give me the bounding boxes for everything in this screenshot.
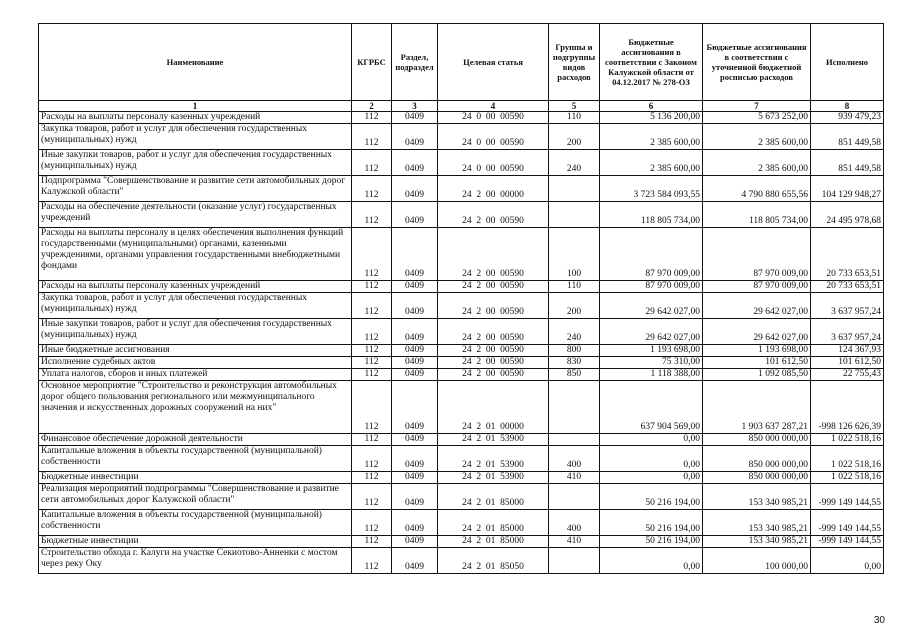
row-alloc-law: 87 970 009,00: [600, 228, 703, 281]
row-group: 100: [549, 228, 600, 281]
row-section: 0409: [392, 228, 438, 281]
row-section: 0409: [392, 472, 438, 484]
row-target: 24 2 01 85000: [438, 536, 549, 548]
row-alloc-law: 0,00: [600, 472, 703, 484]
row-executed: -999 149 144,55: [811, 484, 884, 510]
budget-table: [38, 23, 884, 574]
row-alloc-refined: 87 970 009,00: [703, 228, 811, 281]
row-alloc-law: 50 216 194,00: [600, 510, 703, 536]
row-alloc-law: 118 805 734,00: [600, 202, 703, 228]
header-kgrbs: КГРБС: [352, 24, 392, 101]
row-kgrbs: 112: [352, 472, 392, 484]
row-section: 0409: [392, 150, 438, 176]
row-target: 24 2 01 00000: [438, 381, 549, 434]
row-target: 24 0 00 00590: [438, 124, 549, 150]
row-executed: -999 149 144,55: [811, 536, 884, 548]
row-kgrbs: 112: [352, 536, 392, 548]
row-group: [549, 176, 600, 202]
row-alloc-law: 2 385 600,00: [600, 150, 703, 176]
row-executed: 3 637 957,24: [811, 293, 884, 319]
row-target: 24 2 00 00590: [438, 357, 549, 369]
row-name: Расходы на выплаты персоналу в целях обеспечения выполнения функций государственными (муниципальными) органами, казенными учреждениями, органами управления государственными внебюджетными фондами: [39, 228, 352, 281]
row-section: 0409: [392, 202, 438, 228]
row-executed: 104 129 948,27: [811, 176, 884, 202]
row-group: 800: [549, 345, 600, 357]
row-executed: 0,00: [811, 548, 884, 574]
row-kgrbs: 112: [352, 293, 392, 319]
row-group: 850: [549, 369, 600, 381]
row-group: 410: [549, 536, 600, 548]
table-row: [39, 510, 884, 536]
row-alloc-law: 1 118 388,00: [600, 369, 703, 381]
row-section: 0409: [392, 319, 438, 345]
row-section: 0409: [392, 112, 438, 124]
table-row: [39, 381, 884, 434]
row-section: 0409: [392, 124, 438, 150]
row-executed: 20 733 653,51: [811, 228, 884, 281]
page-number: 30: [873, 615, 885, 626]
table-row: [39, 548, 884, 574]
row-group: 830: [549, 357, 600, 369]
row-name: Иные закупки товаров, работ и услуг для обеспечения государственных (муниципальных) нужд: [39, 150, 352, 176]
row-alloc-refined: 850 000 000,00: [703, 434, 811, 446]
row-alloc-law: 29 642 027,00: [600, 319, 703, 345]
row-group: 240: [549, 319, 600, 345]
row-alloc-law: 0,00: [600, 446, 703, 472]
row-alloc-law: 50 216 194,00: [600, 536, 703, 548]
row-target: 24 2 00 00590: [438, 345, 549, 357]
row-section: 0409: [392, 281, 438, 293]
row-kgrbs: 112: [352, 357, 392, 369]
row-alloc-refined: 101 612,50: [703, 357, 811, 369]
row-executed: 3 637 957,24: [811, 319, 884, 345]
column-number: 2: [352, 101, 392, 112]
row-group: 200: [549, 124, 600, 150]
row-name: Исполнение судебных актов: [39, 357, 352, 369]
row-executed: 939 479,23: [811, 112, 884, 124]
row-kgrbs: 112: [352, 548, 392, 574]
row-group: [549, 548, 600, 574]
row-alloc-refined: 5 673 252,00: [703, 112, 811, 124]
row-name: Расходы на выплаты персоналу казенных учреждений: [39, 281, 352, 293]
row-group: [549, 202, 600, 228]
row-kgrbs: 112: [352, 510, 392, 536]
table-row: [39, 369, 884, 381]
row-kgrbs: 112: [352, 124, 392, 150]
row-executed: 101 612,50: [811, 357, 884, 369]
row-kgrbs: 112: [352, 345, 392, 357]
row-name: Строительство обхода г. Калуги на участке Секиотово-Анненки с мостом через реку Оку: [39, 548, 352, 574]
row-alloc-law: 0,00: [600, 434, 703, 446]
table-row: [39, 319, 884, 345]
row-target: 24 2 00 00590: [438, 281, 549, 293]
row-alloc-refined: 118 805 734,00: [703, 202, 811, 228]
row-executed: 124 367,93: [811, 345, 884, 357]
row-alloc-law: 5 136 200,00: [600, 112, 703, 124]
row-section: 0409: [392, 510, 438, 536]
row-group: 200: [549, 293, 600, 319]
row-section: 0409: [392, 381, 438, 434]
row-section: 0409: [392, 345, 438, 357]
row-kgrbs: 112: [352, 281, 392, 293]
column-number: 5: [549, 101, 600, 112]
row-section: 0409: [392, 369, 438, 381]
table-header-row: [39, 24, 884, 101]
row-kgrbs: 112: [352, 150, 392, 176]
row-group: [549, 484, 600, 510]
row-alloc-refined: 850 000 000,00: [703, 472, 811, 484]
row-name: Иные бюджетные ассигнования: [39, 345, 352, 357]
row-section: 0409: [392, 357, 438, 369]
table-row: [39, 345, 884, 357]
row-name: Реализация мероприятий подпрограммы "Совершенствование и развитие сети автомобильных дорог Калужской области": [39, 484, 352, 510]
row-alloc-law: 3 723 584 093,55: [600, 176, 703, 202]
table-row: [39, 202, 884, 228]
column-number-row: [39, 101, 884, 112]
row-group: 110: [549, 112, 600, 124]
row-executed: 24 495 978,68: [811, 202, 884, 228]
row-name: Расходы на обеспечение деятельности (оказание услуг) государственных учреждений: [39, 202, 352, 228]
table-row: [39, 228, 884, 281]
row-alloc-refined: 1 903 637 287,21: [703, 381, 811, 434]
row-group: 410: [549, 472, 600, 484]
row-section: 0409: [392, 536, 438, 548]
row-alloc-refined: 1 193 698,00: [703, 345, 811, 357]
row-kgrbs: 112: [352, 369, 392, 381]
row-target: 24 2 01 53900: [438, 472, 549, 484]
row-name: Бюджетные инвестиции: [39, 536, 352, 548]
header-target: Целевая статья: [438, 24, 549, 101]
row-section: 0409: [392, 176, 438, 202]
row-section: 0409: [392, 293, 438, 319]
row-alloc-refined: 29 642 027,00: [703, 293, 811, 319]
row-alloc-refined: 100 000,00: [703, 548, 811, 574]
row-executed: 1 022 518,16: [811, 446, 884, 472]
column-number: 6: [600, 101, 703, 112]
row-name: Финансовое обеспечение дорожной деятельности: [39, 434, 352, 446]
row-name: Капитальные вложения в объекты государственной (муниципальной) собственности: [39, 446, 352, 472]
row-executed: 22 755,43: [811, 369, 884, 381]
column-number: 4: [438, 101, 549, 112]
row-alloc-refined: 87 970 009,00: [703, 281, 811, 293]
row-section: 0409: [392, 434, 438, 446]
row-name: Расходы на выплаты персоналу казенных учреждений: [39, 112, 352, 124]
row-section: 0409: [392, 548, 438, 574]
column-number: 8: [811, 101, 884, 112]
table-row: [39, 124, 884, 150]
row-alloc-refined: 4 790 880 655,56: [703, 176, 811, 202]
row-alloc-law: 0,00: [600, 548, 703, 574]
row-kgrbs: 112: [352, 112, 392, 124]
row-kgrbs: 112: [352, 319, 392, 345]
row-name: Бюджетные инвестиции: [39, 472, 352, 484]
row-executed: 1 022 518,16: [811, 434, 884, 446]
row-name: Уплата налогов, сборов и иных платежей: [39, 369, 352, 381]
header-groups: Группы и подгруппы видов расходов: [549, 24, 600, 101]
column-number: 3: [392, 101, 438, 112]
row-kgrbs: 112: [352, 228, 392, 281]
table-row: [39, 357, 884, 369]
header-alloc-refined: Бюджетные ассигнования в соответствии с уточненной бюджетной росписью расходов: [703, 24, 811, 101]
row-group: 400: [549, 510, 600, 536]
row-target: 24 0 00 00590: [438, 112, 549, 124]
row-group: 110: [549, 281, 600, 293]
row-executed: 20 733 653,51: [811, 281, 884, 293]
row-alloc-refined: 153 340 985,21: [703, 510, 811, 536]
header-alloc-law: Бюджетные ассигнования в соответствии с Законом Калужской области от 04.12.2017 № 278-ОЗ: [600, 24, 703, 101]
row-section: 0409: [392, 484, 438, 510]
header-name: Наименование: [39, 24, 352, 101]
row-group: 240: [549, 150, 600, 176]
table-row: [39, 536, 884, 548]
row-kgrbs: 112: [352, 434, 392, 446]
row-alloc-law: 1 193 698,00: [600, 345, 703, 357]
row-target: 24 2 01 85000: [438, 510, 549, 536]
table-row: [39, 281, 884, 293]
table-row: [39, 434, 884, 446]
row-alloc-refined: 1 092 085,50: [703, 369, 811, 381]
table-body: [39, 112, 884, 574]
column-number: 7: [703, 101, 811, 112]
row-alloc-refined: 153 340 985,21: [703, 536, 811, 548]
row-executed: -999 149 144,55: [811, 510, 884, 536]
row-group: [549, 381, 600, 434]
row-executed: 851 449,58: [811, 124, 884, 150]
row-name: Подпрограмма "Совершенствование и развитие сети автомобильных дорог Калужской области": [39, 176, 352, 202]
table-row: [39, 293, 884, 319]
column-number: 1: [39, 101, 352, 112]
row-group: 400: [549, 446, 600, 472]
row-alloc-refined: 850 000 000,00: [703, 446, 811, 472]
row-alloc-law: 2 385 600,00: [600, 124, 703, 150]
row-target: 24 2 00 00590: [438, 369, 549, 381]
row-alloc-law: 75 310,00: [600, 357, 703, 369]
row-section: 0409: [392, 446, 438, 472]
row-kgrbs: 112: [352, 446, 392, 472]
row-target: 24 2 01 85000: [438, 484, 549, 510]
row-name: Закупка товаров, работ и услуг для обеспечения государственных (муниципальных) нужд: [39, 124, 352, 150]
row-group: [549, 434, 600, 446]
row-executed: 1 022 518,16: [811, 472, 884, 484]
row-kgrbs: 112: [352, 202, 392, 228]
row-kgrbs: 112: [352, 176, 392, 202]
row-alloc-refined: 29 642 027,00: [703, 319, 811, 345]
row-kgrbs: 112: [352, 381, 392, 434]
table-row: [39, 446, 884, 472]
row-alloc-law: 50 216 194,00: [600, 484, 703, 510]
row-alloc-refined: 153 340 985,21: [703, 484, 811, 510]
row-executed: 851 449,58: [811, 150, 884, 176]
row-alloc-law: 29 642 027,00: [600, 293, 703, 319]
row-target: 24 2 00 00590: [438, 293, 549, 319]
row-target: 24 2 00 00000: [438, 176, 549, 202]
row-target: 24 2 00 00590: [438, 319, 549, 345]
row-target: 24 2 01 53900: [438, 446, 549, 472]
row-kgrbs: 112: [352, 484, 392, 510]
row-target: 24 0 00 00590: [438, 150, 549, 176]
row-target: 24 2 01 85050: [438, 548, 549, 574]
row-target: 24 2 00 00590: [438, 202, 549, 228]
table-row: [39, 176, 884, 202]
row-name: Основное мероприятие "Строительство и реконструкция автомобильных дорог общего пользования регионального или межмуниципального значения и искусственных дорожных сооружений на них": [39, 381, 352, 434]
row-alloc-refined: 2 385 600,00: [703, 124, 811, 150]
row-alloc-refined: 2 385 600,00: [703, 150, 811, 176]
row-name: Капитальные вложения в объекты государственной (муниципальной) собственности: [39, 510, 352, 536]
table-row: [39, 484, 884, 510]
row-alloc-law: 637 904 569,00: [600, 381, 703, 434]
row-name: Закупка товаров, работ и услуг для обеспечения государственных (муниципальных) нужд: [39, 293, 352, 319]
table-row: [39, 112, 884, 124]
row-executed: -998 126 626,39: [811, 381, 884, 434]
row-target: 24 2 01 53900: [438, 434, 549, 446]
table-row: [39, 472, 884, 484]
table-row: [39, 150, 884, 176]
row-name: Иные закупки товаров, работ и услуг для обеспечения государственных (муниципальных) нужд: [39, 319, 352, 345]
header-section: Раздел, подраздел: [392, 24, 438, 101]
row-alloc-law: 87 970 009,00: [600, 281, 703, 293]
header-executed: Исполнено: [811, 24, 884, 101]
row-target: 24 2 00 00590: [438, 228, 549, 281]
